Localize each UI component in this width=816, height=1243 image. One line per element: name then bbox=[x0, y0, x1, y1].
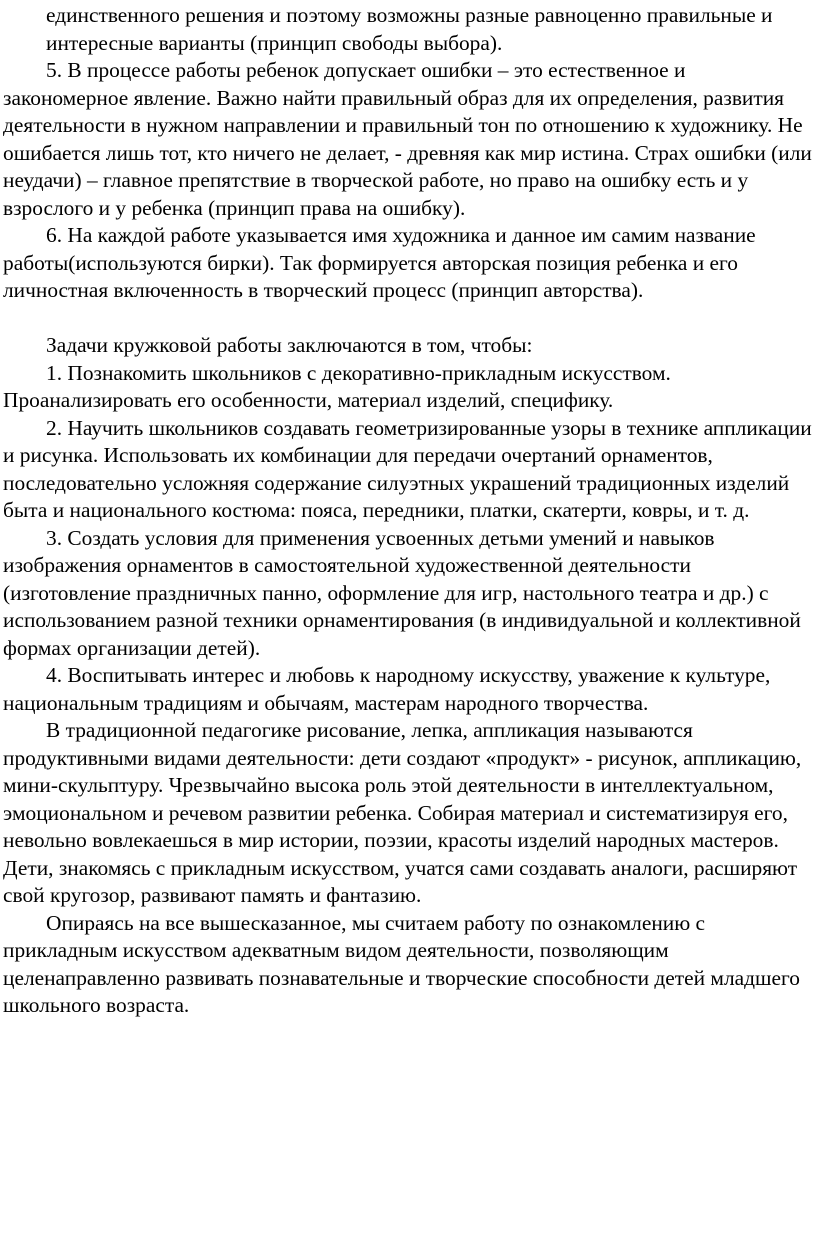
paragraph-pedagogy: В традиционной педагогике рисование, лепка, аппликация называются продуктивными видами деятельности: дети создают «продукт» - рисунок, аппликацию, мини-скульптуру. Чрезвычайно высока роль этой деятельности в интеллектуальном, эмоциональном и речевом развитии ребенка. Собирая материал и систематизируя его, невольно вовлекаешься в мир истории, поэзии, красоты изделий народных мастеров. Дети, знакомясь с прикладным искусством, учатся сами создавать аналоги, расширяют свой кругозор, развивают память и фантазию. bbox=[3, 718, 802, 907]
blank-line bbox=[3, 305, 813, 333]
paragraph-task-3: 3. Создать условия для применения усвоенных детьми умений и навыков изображения орнаментов в самостоятельной художественной деятельности (изготовление праздничных панно, оформление для игр, настольного театра и др.) с использованием разной техники орнаментирования (в индивидуальной и коллективной формах организации детей). bbox=[3, 525, 801, 660]
paragraph-task-4: 4. Воспитывать интерес и любовь к народному искусству, уважение к культуре, национальным традициям и обычаям, мастерам народного творчества. bbox=[3, 663, 771, 715]
paragraph-task-1: 1. Познакомить школьников с декоративно-прикладным искусством. Проанализировать его особенности, материал изделий, специфику. bbox=[3, 360, 671, 412]
paragraph-principle-6: 6. На каждой работе указывается имя художника и данное им самим название работы(используются бирки). Так формируется авторская позиция ребенка и его личностная включенность в творческий процесс (принцип авторства). bbox=[3, 223, 756, 302]
paragraph-task-2: 2. Научить школьников создавать геометризированные узоры в технике аппликации и рисунка. Использовать их комбинации для передачи очертаний орнаментов, последовательно усложняя содержание силуэтных украшений традиционных изделий быта и национального костюма: пояса, передники, платки, скатерти, ковры, и т. д. bbox=[3, 415, 812, 522]
paragraph-tasks-heading: Задачи кружковой работы заключаются в том, чтобы: bbox=[46, 333, 533, 357]
document-page bbox=[3, 2, 813, 1020]
paragraph-conclusion: Опираясь на все вышесказанное, мы считаем работу по ознакомлению с прикладным искусством адекватным видом деятельности, позволяющим целенаправленно развивать познавательные и творческие способности детей младшего школьного возраста. bbox=[3, 910, 800, 1017]
paragraph-principle-5: 5. В процессе работы ребенок допускает ошибки – это естественное и закономерное явление. Важно найти правильный образ для их определения, развития деятельности в нужном направлении и правильный тон по отношению к художнику. Не ошибается лишь тот, кто ничего не делает, - древняя как мир истина. Страх ошибки (или неудачи) – главное препятствие в творческой работе, но право на ошибку есть и у взрослого и у ребенка (принцип права на ошибку). bbox=[3, 58, 812, 220]
paragraph-continuation: единственного решения и поэтому возможны разные равноценно правильные и интересные варианты (принцип свободы выбора). bbox=[46, 3, 773, 55]
